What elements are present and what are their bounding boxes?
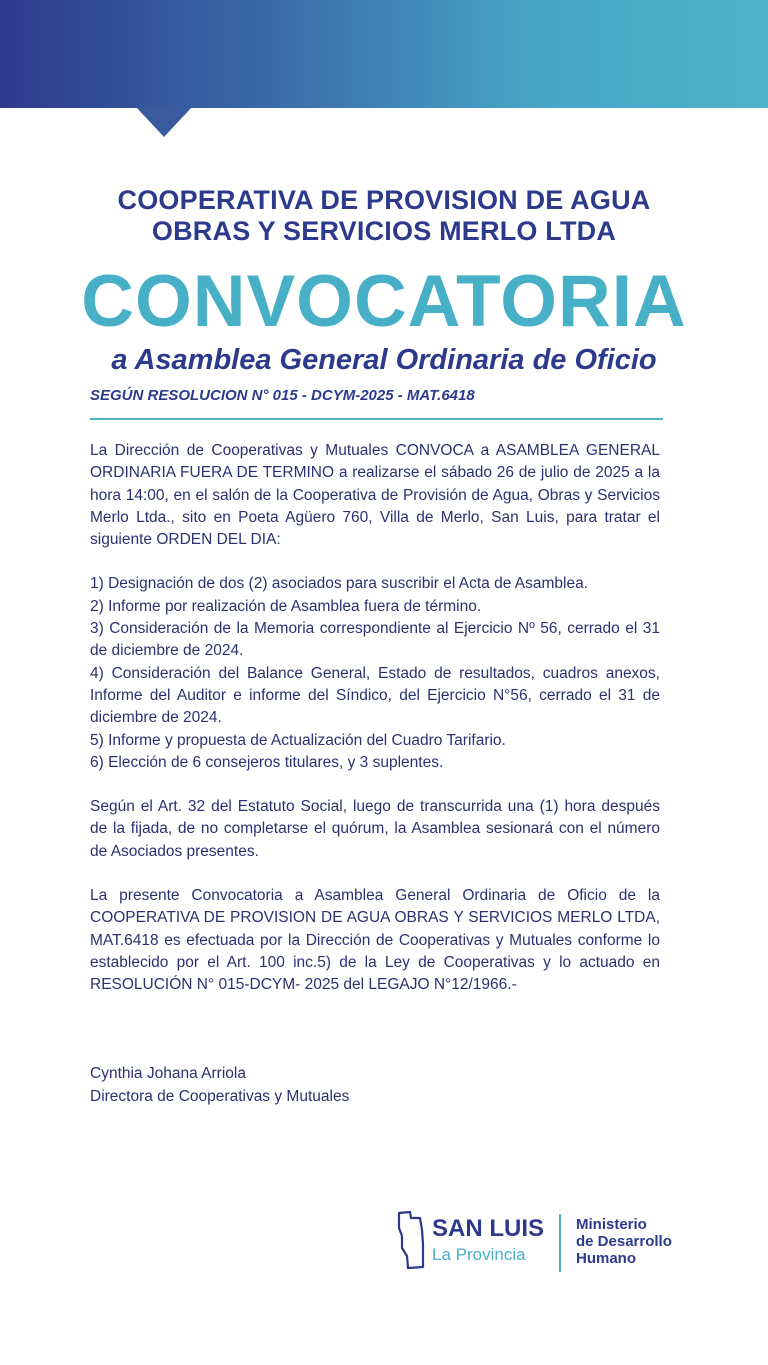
signatory-name: Cynthia Johana Arriola [90,1065,246,1082]
brand-name: SAN LUIS [432,1215,545,1242]
divider [90,418,663,420]
quorum-paragraph: Según el Art. 32 del Estatuto Social, luego de transcurrida una (1) hora después de la fijada, de no completarse el quórum, la Asamblea sesionará con el número de Asociados presentes. [90,798,660,860]
signatory-role: Directora de Cooperativas y Mutuales [90,1087,350,1105]
ministry-line1: Ministerio [576,1216,647,1233]
agenda-item: 4) Consideración del Balance General, Estado de resultados, cuadros anexos, Informe del Auditor e informe del Síndico, del Ejercicio N°56, cerrado el 31 de diciembre de 2024. [90,664,660,727]
agenda-item: 1) Designación de dos (2) asociados para suscribir el Acta de Asamblea. [90,575,588,593]
top-banner [0,0,768,108]
logo-separator [559,1214,561,1272]
agenda-item: 2) Informe por realización de Asamblea fuera de término. [90,597,482,615]
closing-paragraph: La presente Convocatoria a Asamblea General Ordinaria de Oficio de la COOPERATIVA DE PROVISION DE AGUA OBRAS Y SERVICIOS MERLO LTDA, MAT.6418 es efectuada por la Dirección de Cooperativas y Mutuales conforme lo establecido por el Art. 100 inc.5) de la Ley de Cooperativas y lo actuado en RESOLUCIÓN N° 015-DCYM- 2025 del LEGAJO N°12/1966.- [90,887,660,994]
org-title-line2: OBRAS Y SERVICIOS MERLO LTDA [151,216,617,246]
agenda-list [90,573,660,774]
banner-notch [136,107,192,137]
intro-paragraph: La Dirección de Cooperativas y Mutuales CONVOCA a ASAMBLEA GENERAL ORDINARIA FUERA DE TERMINO a realizarse el sábado 26 de julio de 2025 a la hora 14:00, en el salón de la Cooperativa de Provisión de Agua, Obras y Servicios Merlo Ltda., sito en Poeta Agüero 760, Villa de Merlo, San Luis, para tratar el siguiente ORDEN DEL DIA: [90,442,660,549]
ministry-line2: de Desarrollo [576,1233,672,1250]
brand-subtitle: La Provincia [432,1245,526,1264]
org-title-line1: COOPERATIVA DE PROVISION DE AGUA [117,185,651,215]
resolution-reference: SEGÚN RESOLUCION N° 015 - DCYM-2025 - MAT.6418 [90,387,475,404]
page-subtitle: a Asamblea General Ordinaria de Oficio [111,344,657,376]
page-title: CONVOCATORIA [81,261,687,342]
organization-title [60,185,708,247]
san-luis-province-outline-icon [396,1210,426,1270]
ministry-line3: Humano [576,1250,636,1267]
ministry-logo-text [576,1216,672,1267]
footer-logos [396,1208,696,1274]
agenda-item: 6) Elección de 6 consejeros titulares, y 3 suplentes. [90,753,444,771]
agenda-item: 3) Consideración de la Memoria correspondiente al Ejercicio Nº 56, cerrado el 31 de diciembre de 2024. [90,620,660,660]
signature-block [90,1063,349,1108]
agenda-item: 5) Informe y propuesta de Actualización del Cuadro Tarifario. [90,731,506,749]
notice-body [90,440,660,997]
